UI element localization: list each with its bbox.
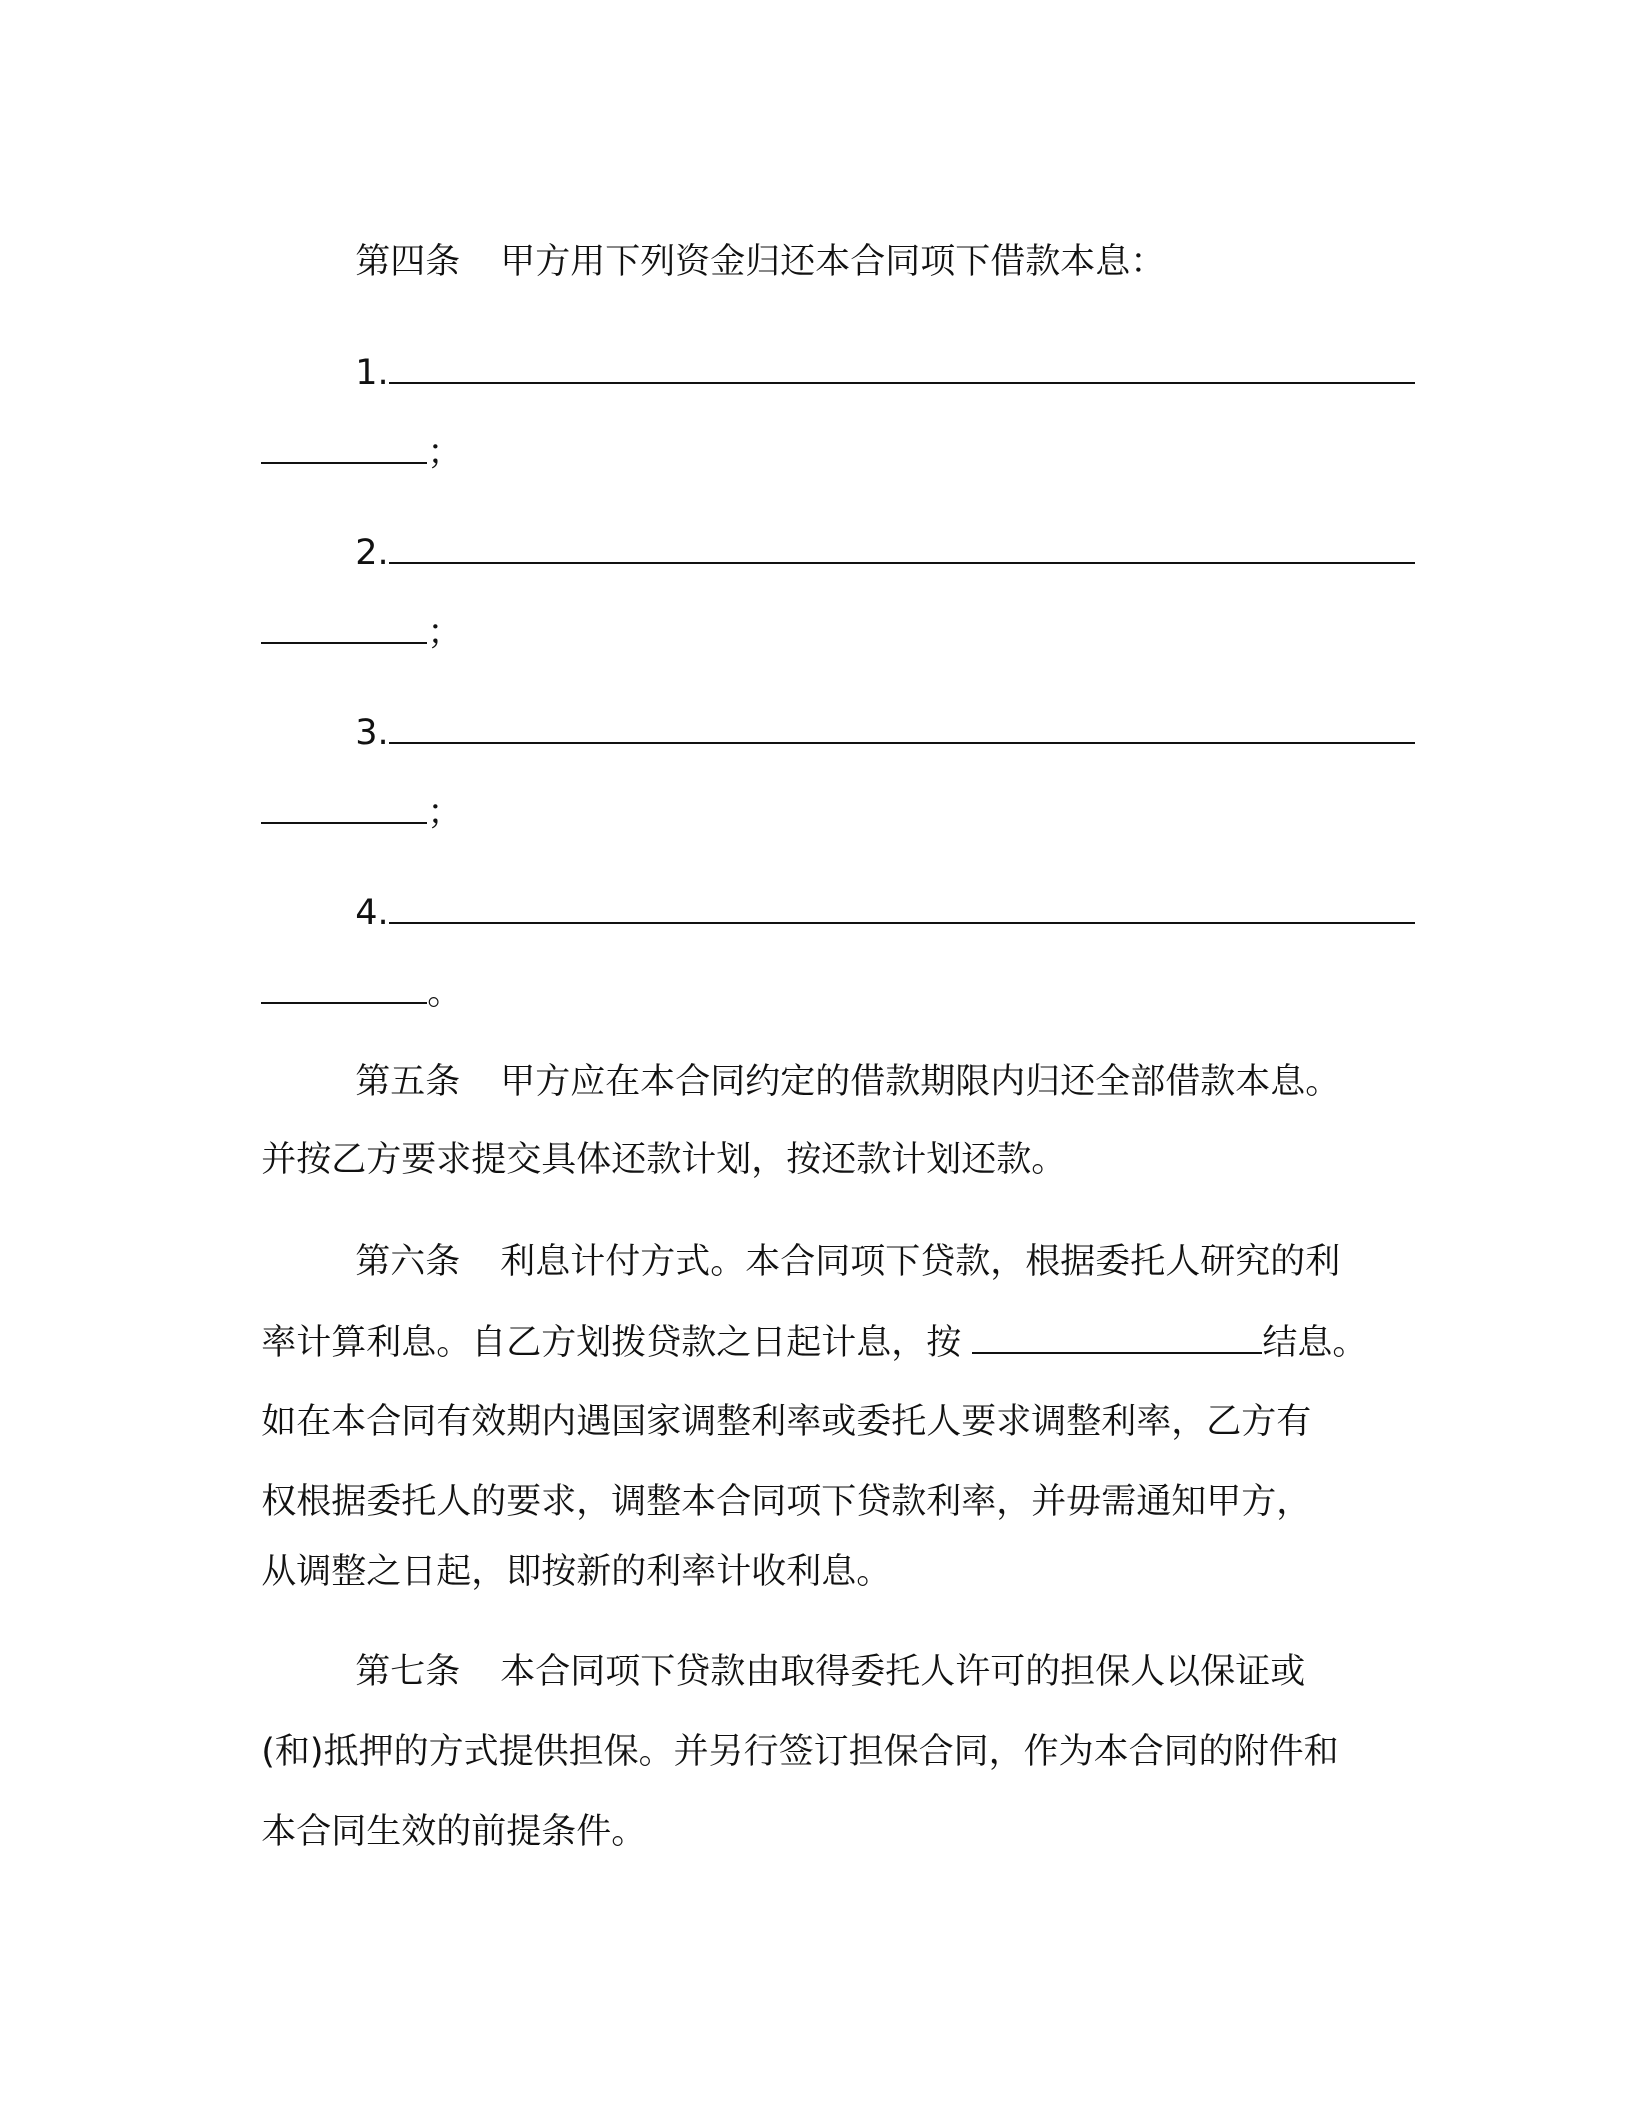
fill-blank	[389, 710, 1415, 744]
article7-line-1	[333, 1606, 1305, 1694]
item-number: 2.	[355, 533, 389, 573]
article-text: 结息。	[1262, 1323, 1368, 1363]
fill-blank	[389, 350, 1415, 384]
article5-line-1	[333, 1016, 1340, 1104]
item-end-punct: ；	[427, 793, 463, 833]
item-number: 3.	[355, 713, 389, 753]
blank-item-4-continued	[239, 926, 462, 1015]
fill-blank	[261, 430, 427, 464]
fill-blank	[389, 530, 1415, 564]
article-text: 本合同项下贷款由取得委托人许可的担保人以保证或	[500, 1652, 1306, 1692]
article-text: 如在本合同有效期内遇国家调整利率或委托人要求调整利率，乙方有	[261, 1402, 1312, 1442]
article-text: 利息计付方式。本合同项下贷款，根据委托人研究的利	[500, 1242, 1341, 1282]
article-heading: 第五条	[355, 1062, 461, 1102]
article6-line-5	[239, 1506, 891, 1594]
fill-blank	[261, 790, 427, 824]
article-text: 甲方应在本合同约定的借款期限内归还全部借款本息。	[500, 1062, 1341, 1102]
blank-item-1	[333, 306, 1415, 395]
article-text: 率计算利息。自乙方划拨贷款之日起计息，按	[261, 1323, 973, 1363]
article6-line-2	[239, 1276, 1367, 1365]
article-heading: 第七条	[355, 1652, 461, 1692]
fill-blank	[972, 1320, 1262, 1354]
fill-blank	[261, 610, 427, 644]
article7-line-3	[239, 1766, 646, 1854]
article6-line-1	[333, 1196, 1340, 1284]
article-text: 甲方用下列资金归还本合同项下借款本息：	[500, 242, 1166, 282]
article4-heading-line	[333, 196, 1165, 284]
item-end-punct: ；	[427, 613, 463, 653]
fill-blank	[389, 890, 1415, 924]
article-text: 从调整之日起，即按新的利率计收利息。	[261, 1552, 892, 1592]
article-text: 权根据委托人的要求，调整本合同项下贷款利率，并毋需通知甲方，	[261, 1482, 1312, 1522]
article-text: (和)抵押的方式提供担保。并另行签订担保合同，作为本合同的附件和	[261, 1732, 1339, 1772]
article-text: 本合同生效的前提条件。	[261, 1812, 647, 1852]
blank-item-3-continued	[239, 746, 462, 835]
fill-blank	[261, 970, 427, 1004]
blank-item-2-continued	[239, 566, 462, 655]
article5-line-2	[239, 1094, 1066, 1182]
item-end-punct: ；	[427, 433, 463, 473]
article-heading: 第四条	[355, 242, 461, 282]
item-end-punct: 。	[427, 973, 463, 1013]
item-number: 4.	[355, 893, 389, 933]
article7-line-2	[239, 1686, 1339, 1774]
blank-item-2	[333, 486, 1415, 575]
article6-line-3	[239, 1356, 1311, 1444]
article-heading: 第六条	[355, 1242, 461, 1282]
item-number: 1.	[355, 353, 389, 393]
article-text: 并按乙方要求提交具体还款计划，按还款计划还款。	[261, 1140, 1067, 1180]
blank-item-4	[333, 846, 1415, 935]
blank-item-1-continued	[239, 386, 462, 475]
blank-item-3	[333, 666, 1415, 755]
